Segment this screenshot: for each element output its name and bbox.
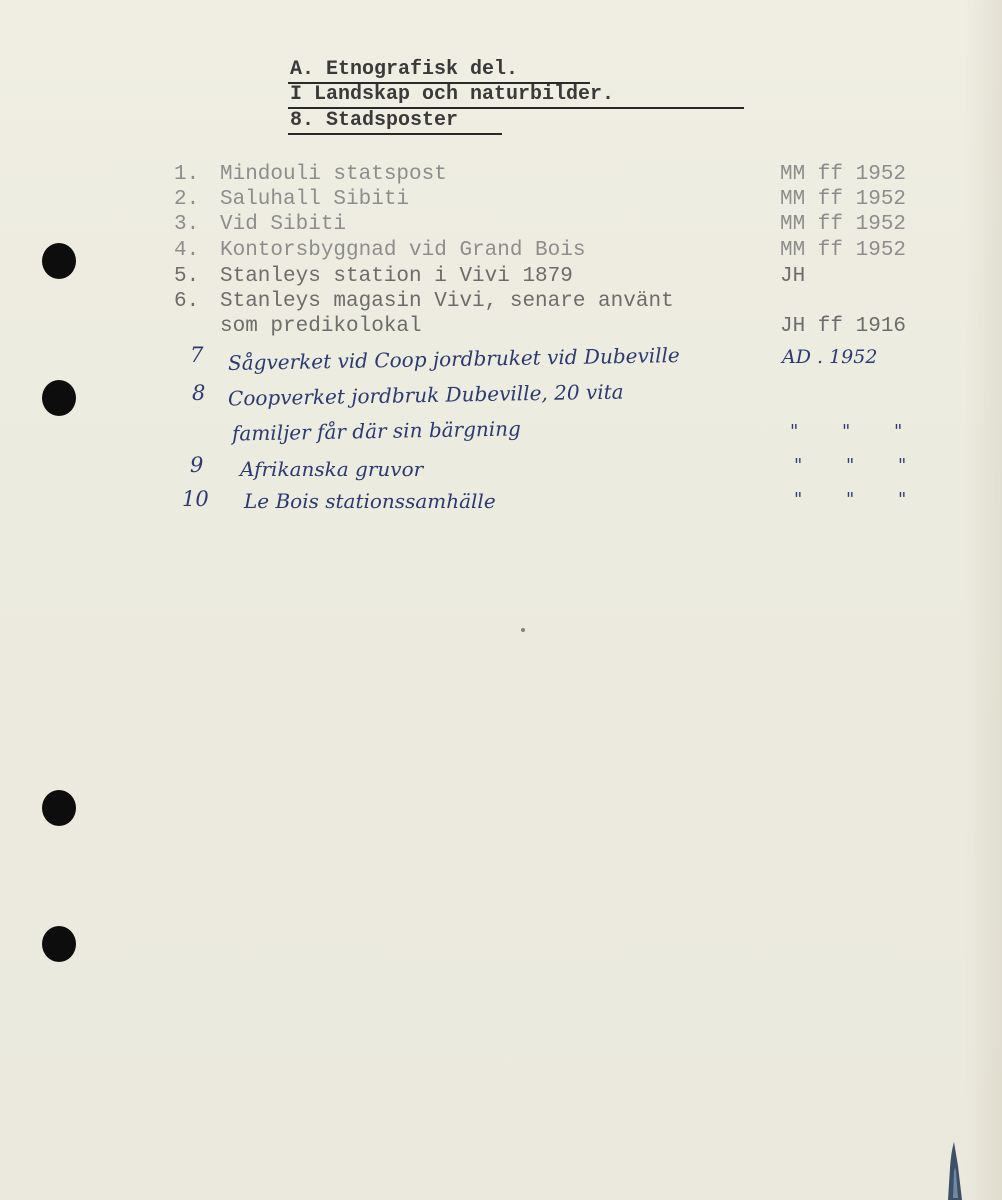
handwritten-text: Coopverket jordbruk Dubeville, 20 vita [227, 379, 624, 411]
list-item [174, 212, 346, 237]
list-item [174, 289, 674, 314]
handwritten-text: familjer får där sin bärgning [231, 416, 522, 446]
heading-subsection [290, 83, 614, 107]
item-reference: JH [780, 265, 806, 288]
punch-hole [42, 380, 76, 416]
handwritten-text: Afrikanska gruvor [240, 457, 424, 481]
item-reference: MM ff 1952 [780, 163, 907, 186]
item-number: 6. [174, 290, 200, 313]
item-number: 5. [174, 265, 200, 288]
page-edge-shadow [964, 0, 1002, 1200]
handwritten-number: 8 [192, 381, 206, 405]
item-text: Kontorsbyggnad vid Grand Bois [220, 239, 586, 262]
heading-text: A. Etnografisk del. [290, 58, 519, 81]
handwritten-reference: AD . 1952 [782, 346, 878, 368]
heading-underline [288, 133, 502, 135]
item-text: som predikolokal [220, 315, 422, 338]
item-text: Saluhall Sibiti [220, 188, 410, 211]
ditto-marks: " " " [794, 455, 907, 476]
list-item [174, 238, 585, 263]
item-number: 3. [174, 213, 200, 236]
handwritten-number: 9 [190, 453, 204, 477]
handwritten-text: Le Bois stationssamhälle [244, 489, 496, 513]
heading-category [290, 109, 458, 133]
item-number: 4. [174, 239, 200, 262]
paper-speck [521, 628, 525, 632]
handwritten-text: Sågverket vid Coop jordbruket vid Dubeville [227, 343, 680, 375]
list-item [174, 162, 447, 187]
item-text: Stanleys magasin Vivi, senare använt [220, 290, 674, 313]
list-item-continuation [174, 314, 422, 339]
item-reference: JH ff 1916 [780, 315, 907, 338]
heading-section [290, 58, 518, 82]
item-text: Mindouli statspost [220, 163, 447, 186]
heading-text: 8. Stadsposter [290, 109, 459, 132]
punch-hole [42, 790, 76, 826]
handwritten-number: 10 [182, 487, 209, 511]
punch-hole [42, 926, 76, 962]
item-text: Vid Sibiti [220, 213, 347, 236]
item-text: Stanleys station i Vivi 1879 [220, 265, 573, 288]
punch-hole [42, 243, 76, 279]
ditto-marks: " " " [790, 421, 903, 442]
handwritten-number: 7 [190, 343, 204, 367]
item-number: 1. [174, 163, 200, 186]
item-reference: MM ff 1952 [780, 239, 907, 262]
item-reference: MM ff 1952 [780, 188, 907, 211]
list-item [174, 264, 573, 289]
item-reference: MM ff 1952 [780, 213, 907, 236]
item-number: 2. [174, 188, 200, 211]
heading-text: I Landskap och naturbilder. [290, 83, 615, 106]
ditto-marks: " " " [794, 489, 907, 510]
ink-stain-icon [938, 1138, 968, 1200]
list-item [174, 187, 409, 212]
